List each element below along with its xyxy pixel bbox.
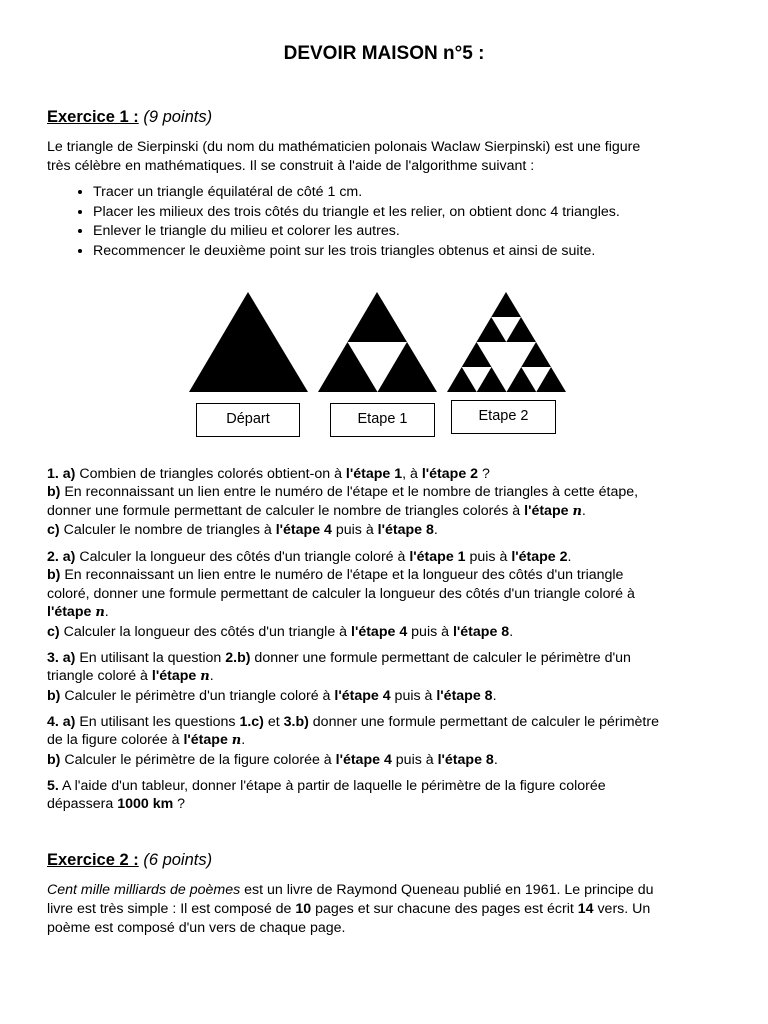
colored-triangle [348,292,408,342]
colored-triangle [521,342,551,367]
question-5: 5. A l'aide d'un tableur, donner l'étape à partir de laquelle le périmètre de la figure colorée dépassera 1000 km ? [47,778,606,813]
colored-triangle [378,342,438,392]
exercise-2-text: Cent mille milliards de poèmes est un livre de Raymond Queneau publié en 1961. Le principe du livre est très simple : Il est composé de 10 pages et sur chacune des pages est écrit 14 vers. Un poème est composé d'un vers de chaque page. [47,882,654,936]
question-4: 4. a) En utilisant les questions 1.c) et 3.b) donner une formule permettant de calculer le périmètre de la figure colorée à l'étape n. b) Calculer le périmètre de la figure colorée à l'étape 4 puis à l'étape 8. [47,714,659,768]
colored-triangle [477,317,507,342]
question-1: 1. a) Combien de triangles colorés obtient-on à l'étape 1, à l'étape 2 ? b) En reconnaissant un lien entre le numéro de l'étape et le nombre de triangles à cette étape, donner une formule permettant de calculer le nombre de triangles colorés à l'étape n. c) Calculer le nombre de triangles à l'étape 4 puis à l'étape 8. [47,466,639,539]
colored-triangle [318,342,378,392]
step-item: • Tracer un triangle équilatéral de côté 1 cm. [93,183,733,203]
exercise-2-label: Exercice 2 : [47,851,139,869]
colored-triangle [536,367,566,392]
intro-line-1: Le triangle de Sierpinski (du nom du mathématicien polonais Waclaw Sierpinski) est une figure [47,139,641,155]
exercise-2-points: (6 points) [143,851,213,869]
triangle-step-2 [447,292,566,392]
label-depart: Départ [196,403,300,437]
question-2: 2. a) Calculer la longueur des côtés d'un triangle coloré à l'étape 1 puis à l'étape 2. b) En reconnaissant un lien entre le numéro de l'étape et la longueur des côtés d'un triangle coloré, donner une formule permettant de calculer la longueur des côtés d'un triangle coloré à l'étape n. c) Calculer la longueur des côtés d'un triangle à l'étape 4 puis à l'étape 8. [47,549,635,640]
colored-triangle [507,367,537,392]
label-etape-2: Etape 2 [451,400,556,434]
colored-triangle [189,292,308,392]
step-item: • Placer les milieux des trois côtés du triangle et les relier, on obtient donc 4 triangles. [93,203,733,223]
colored-triangle [506,317,536,342]
intro-line-2: très célèbre en mathématiques. Il se construit à l'aide de l'algorithme suivant : [47,157,535,174]
colored-triangle [462,342,492,367]
step-item: • Recommencer le deuxième point sur les trois triangles obtenus et ainsi de suite. [93,242,733,262]
sierpinski-figures [0,0,768,400]
label-etape-1: Etape 1 [330,403,435,437]
page-title: DEVOIR MAISON n°5 : [283,43,485,64]
exercise-1-label: Exercice 1 : [47,108,139,126]
step-item: • Enlever le triangle du milieu et colorer les autres. [93,222,733,242]
colored-triangle [477,367,507,392]
exercise-2-heading [47,851,212,870]
exercise-1-points: (9 points) [143,108,213,126]
question-3: 3. a) En utilisant la question 2.b) donner une formule permettant de calculer le périmètre d'un triangle coloré à l'étape n. b) Calculer le périmètre d'un triangle coloré à l'étape 4 puis à l'étape 8. [47,650,631,704]
book-title: Cent mille milliards de poèmes [47,882,241,898]
colored-triangle [447,367,477,392]
triangle-start [189,292,308,392]
colored-triangle [491,292,521,317]
triangle-step-1 [318,292,437,392]
